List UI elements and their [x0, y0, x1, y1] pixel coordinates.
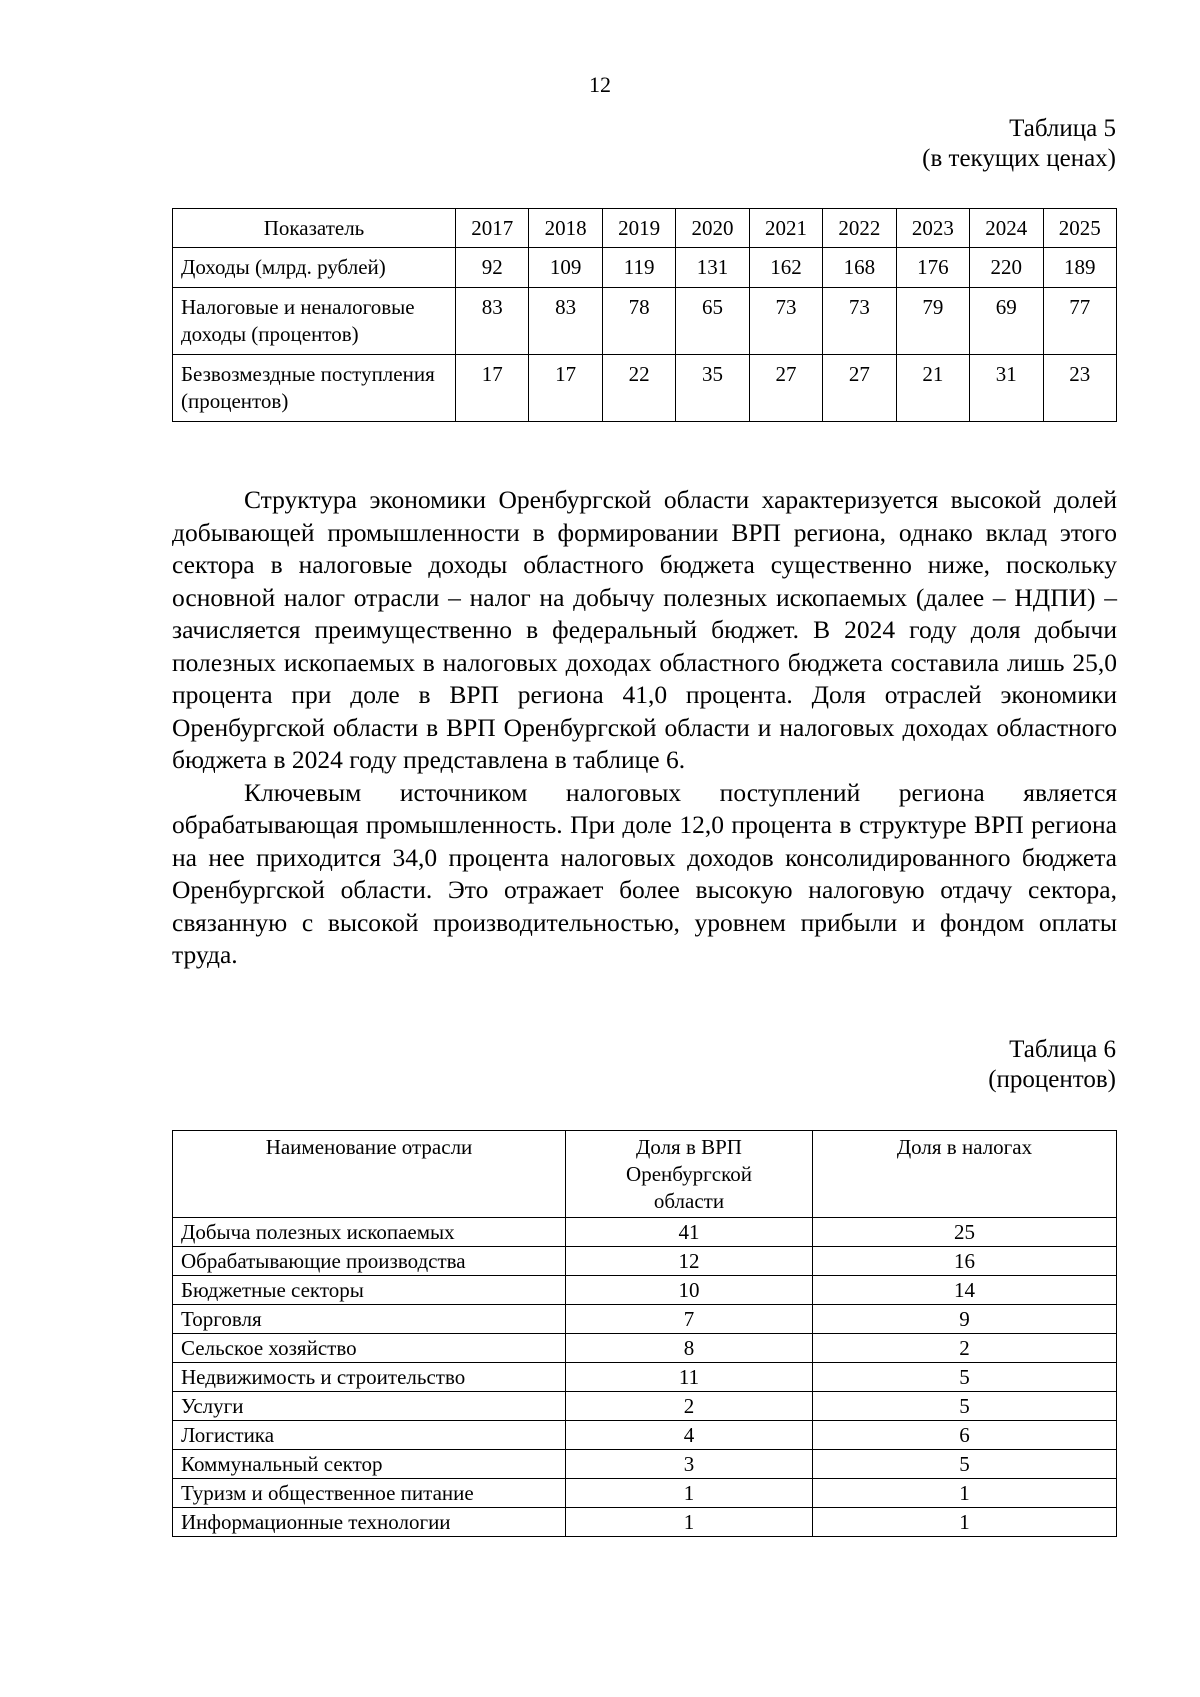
table5-row-label: Безвозмездные поступления (процентов) — [173, 355, 456, 422]
table-row — [173, 355, 1117, 422]
table5-year: 2022 — [823, 209, 896, 248]
table-row — [173, 1363, 1117, 1392]
table5-cell: 73 — [823, 288, 896, 355]
table6-row-label: Коммунальный сектор — [173, 1450, 566, 1479]
table5-cell: 35 — [676, 355, 749, 422]
table6-row-label: Логистика — [173, 1421, 566, 1450]
table5-year: 2020 — [676, 209, 749, 248]
body-text — [172, 484, 1117, 972]
table5-cell: 79 — [896, 288, 969, 355]
table6-grp-cell: 1 — [566, 1479, 813, 1508]
table6-row-label: Информационные технологии — [173, 1508, 566, 1537]
table5-body — [173, 248, 1117, 422]
table6-header-row — [173, 1131, 1117, 1218]
table-row — [173, 1276, 1117, 1305]
table5-cell: 131 — [676, 248, 749, 288]
table6-tax-cell: 25 — [813, 1218, 1117, 1247]
table5-cell: 31 — [970, 355, 1043, 422]
table5-year: 2021 — [749, 209, 822, 248]
table6-tax-cell: 5 — [813, 1363, 1117, 1392]
table5-year: 2025 — [1043, 209, 1117, 248]
table6-tax-cell: 1 — [813, 1508, 1117, 1537]
table6-row-label: Услуги — [173, 1392, 566, 1421]
table5 — [172, 208, 1117, 422]
table-row — [173, 1305, 1117, 1334]
table6-row-label: Бюджетные секторы — [173, 1276, 566, 1305]
table6-header-tax-share: Доля в налогах — [813, 1131, 1117, 1218]
table6-caption-units: (процентов) — [988, 1066, 1116, 1093]
table6-grp-cell: 12 — [566, 1247, 813, 1276]
table6-grp-cell: 41 — [566, 1218, 813, 1247]
page-number: 12 — [589, 72, 611, 97]
table6-caption-title: Таблица 6 — [1009, 1036, 1116, 1063]
table5-cell: 77 — [1043, 288, 1117, 355]
table6-grp-cell: 10 — [566, 1276, 813, 1305]
table5-header-label: Показатель — [173, 209, 456, 248]
table5-row-label: Налоговые и неналоговые доходы (процентов) — [173, 288, 456, 355]
paragraph: Структура экономики Оренбургской области характеризуется высокой долей добывающей промышленности в формировании ВРП региона, однако вклад этого сектора в налоговые доходы областного бюджета существенно ниже, поскольку основной налог отрасли – налог на добычу полезных ископаемых (далее – НДПИ) – зачисляется преимущественно в федеральный бюджет. В 2024 году доля добычи полезных ископаемых в налоговых доходах областного бюджета составила лишь 25,0 процента при доле в ВРП региона 41,0 процента. Доля отраслей экономики Оренбургской области в ВРП Оренбургской области и налоговых доходах областного бюджета в 2024 году представлена в таблице 6. — [172, 485, 1117, 774]
table-row — [173, 1508, 1117, 1537]
table6-header-industry: Наименование отрасли — [173, 1131, 566, 1218]
table6-tax-cell: 5 — [813, 1450, 1117, 1479]
table5-cell: 73 — [749, 288, 822, 355]
table5-year: 2017 — [456, 209, 529, 248]
table6-header-grp-share: Доля в ВРП Оренбургской области — [566, 1131, 813, 1218]
table6-row-label: Обрабатывающие производства — [173, 1247, 566, 1276]
table5-caption-units: (в текущих ценах) — [922, 145, 1116, 172]
table6-tax-cell: 5 — [813, 1392, 1117, 1421]
table6-grp-cell: 11 — [566, 1363, 813, 1392]
table5-cell: 92 — [456, 248, 529, 288]
table-row — [173, 1218, 1117, 1247]
table5-year: 2018 — [529, 209, 602, 248]
table5-cell: 109 — [529, 248, 602, 288]
table6-row-label: Туризм и общественное питание — [173, 1479, 566, 1508]
table5-year: 2023 — [896, 209, 969, 248]
table-row — [173, 1334, 1117, 1363]
table6-row-label: Недвижимость и строительство — [173, 1363, 566, 1392]
table6-tax-cell: 6 — [813, 1421, 1117, 1450]
table-row — [173, 1247, 1117, 1276]
table5-cell: 189 — [1043, 248, 1117, 288]
table5-year: 2024 — [970, 209, 1043, 248]
table5-cell: 119 — [602, 248, 675, 288]
table6-grp-cell: 4 — [566, 1421, 813, 1450]
table6-row-label: Торговля — [173, 1305, 566, 1334]
table6-caption — [988, 1035, 1116, 1095]
table5-header-row — [173, 209, 1117, 248]
table5-cell: 176 — [896, 248, 969, 288]
table5-cell: 27 — [749, 355, 822, 422]
table5-cell: 83 — [456, 288, 529, 355]
table6-tax-cell: 9 — [813, 1305, 1117, 1334]
table-row — [173, 248, 1117, 288]
table5-cell: 21 — [896, 355, 969, 422]
table6-grp-cell: 8 — [566, 1334, 813, 1363]
table6-body — [173, 1218, 1117, 1537]
table5-cell: 78 — [602, 288, 675, 355]
table5-cell: 17 — [529, 355, 602, 422]
table-row — [173, 288, 1117, 355]
table5-cell: 168 — [823, 248, 896, 288]
table5-row-label: Доходы (млрд. рублей) — [173, 248, 456, 288]
paragraph: Ключевым источником налоговых поступлений региона является обрабатывающая промышленность. При доле 12,0 процента в структуре ВРП региона на нее приходится 34,0 процента налоговых доходов консолидированного бюджета Оренбургской области. Это отражает более высокую налоговую отдачу сектора, связанную с высокой производительностью, уровнем прибыли и фондом оплаты труда. — [172, 777, 1117, 969]
table6-row-label: Сельское хозяйство — [173, 1334, 566, 1363]
table5-cell: 27 — [823, 355, 896, 422]
table5-cell: 220 — [970, 248, 1043, 288]
table6-grp-cell: 1 — [566, 1508, 813, 1537]
table-row — [173, 1450, 1117, 1479]
table6-grp-cell: 3 — [566, 1450, 813, 1479]
table5-cell: 162 — [749, 248, 822, 288]
table-row — [173, 1479, 1117, 1508]
table5-cell: 22 — [602, 355, 675, 422]
table5-cell: 83 — [529, 288, 602, 355]
table5-cell: 65 — [676, 288, 749, 355]
table6-row-label: Добыча полезных ископаемых — [173, 1218, 566, 1247]
table5-caption — [922, 114, 1116, 174]
table6-grp-cell: 2 — [566, 1392, 813, 1421]
table5-cell: 17 — [456, 355, 529, 422]
table5-cell: 69 — [970, 288, 1043, 355]
table6 — [172, 1130, 1117, 1537]
table-row — [173, 1421, 1117, 1450]
table6-tax-cell: 1 — [813, 1479, 1117, 1508]
table5-year: 2019 — [602, 209, 675, 248]
table6-tax-cell: 2 — [813, 1334, 1117, 1363]
table5-cell: 23 — [1043, 355, 1117, 422]
table6-tax-cell: 14 — [813, 1276, 1117, 1305]
table6-tax-cell: 16 — [813, 1247, 1117, 1276]
table-row — [173, 1392, 1117, 1421]
table6-grp-cell: 7 — [566, 1305, 813, 1334]
table5-caption-title: Таблица 5 — [1009, 115, 1116, 142]
